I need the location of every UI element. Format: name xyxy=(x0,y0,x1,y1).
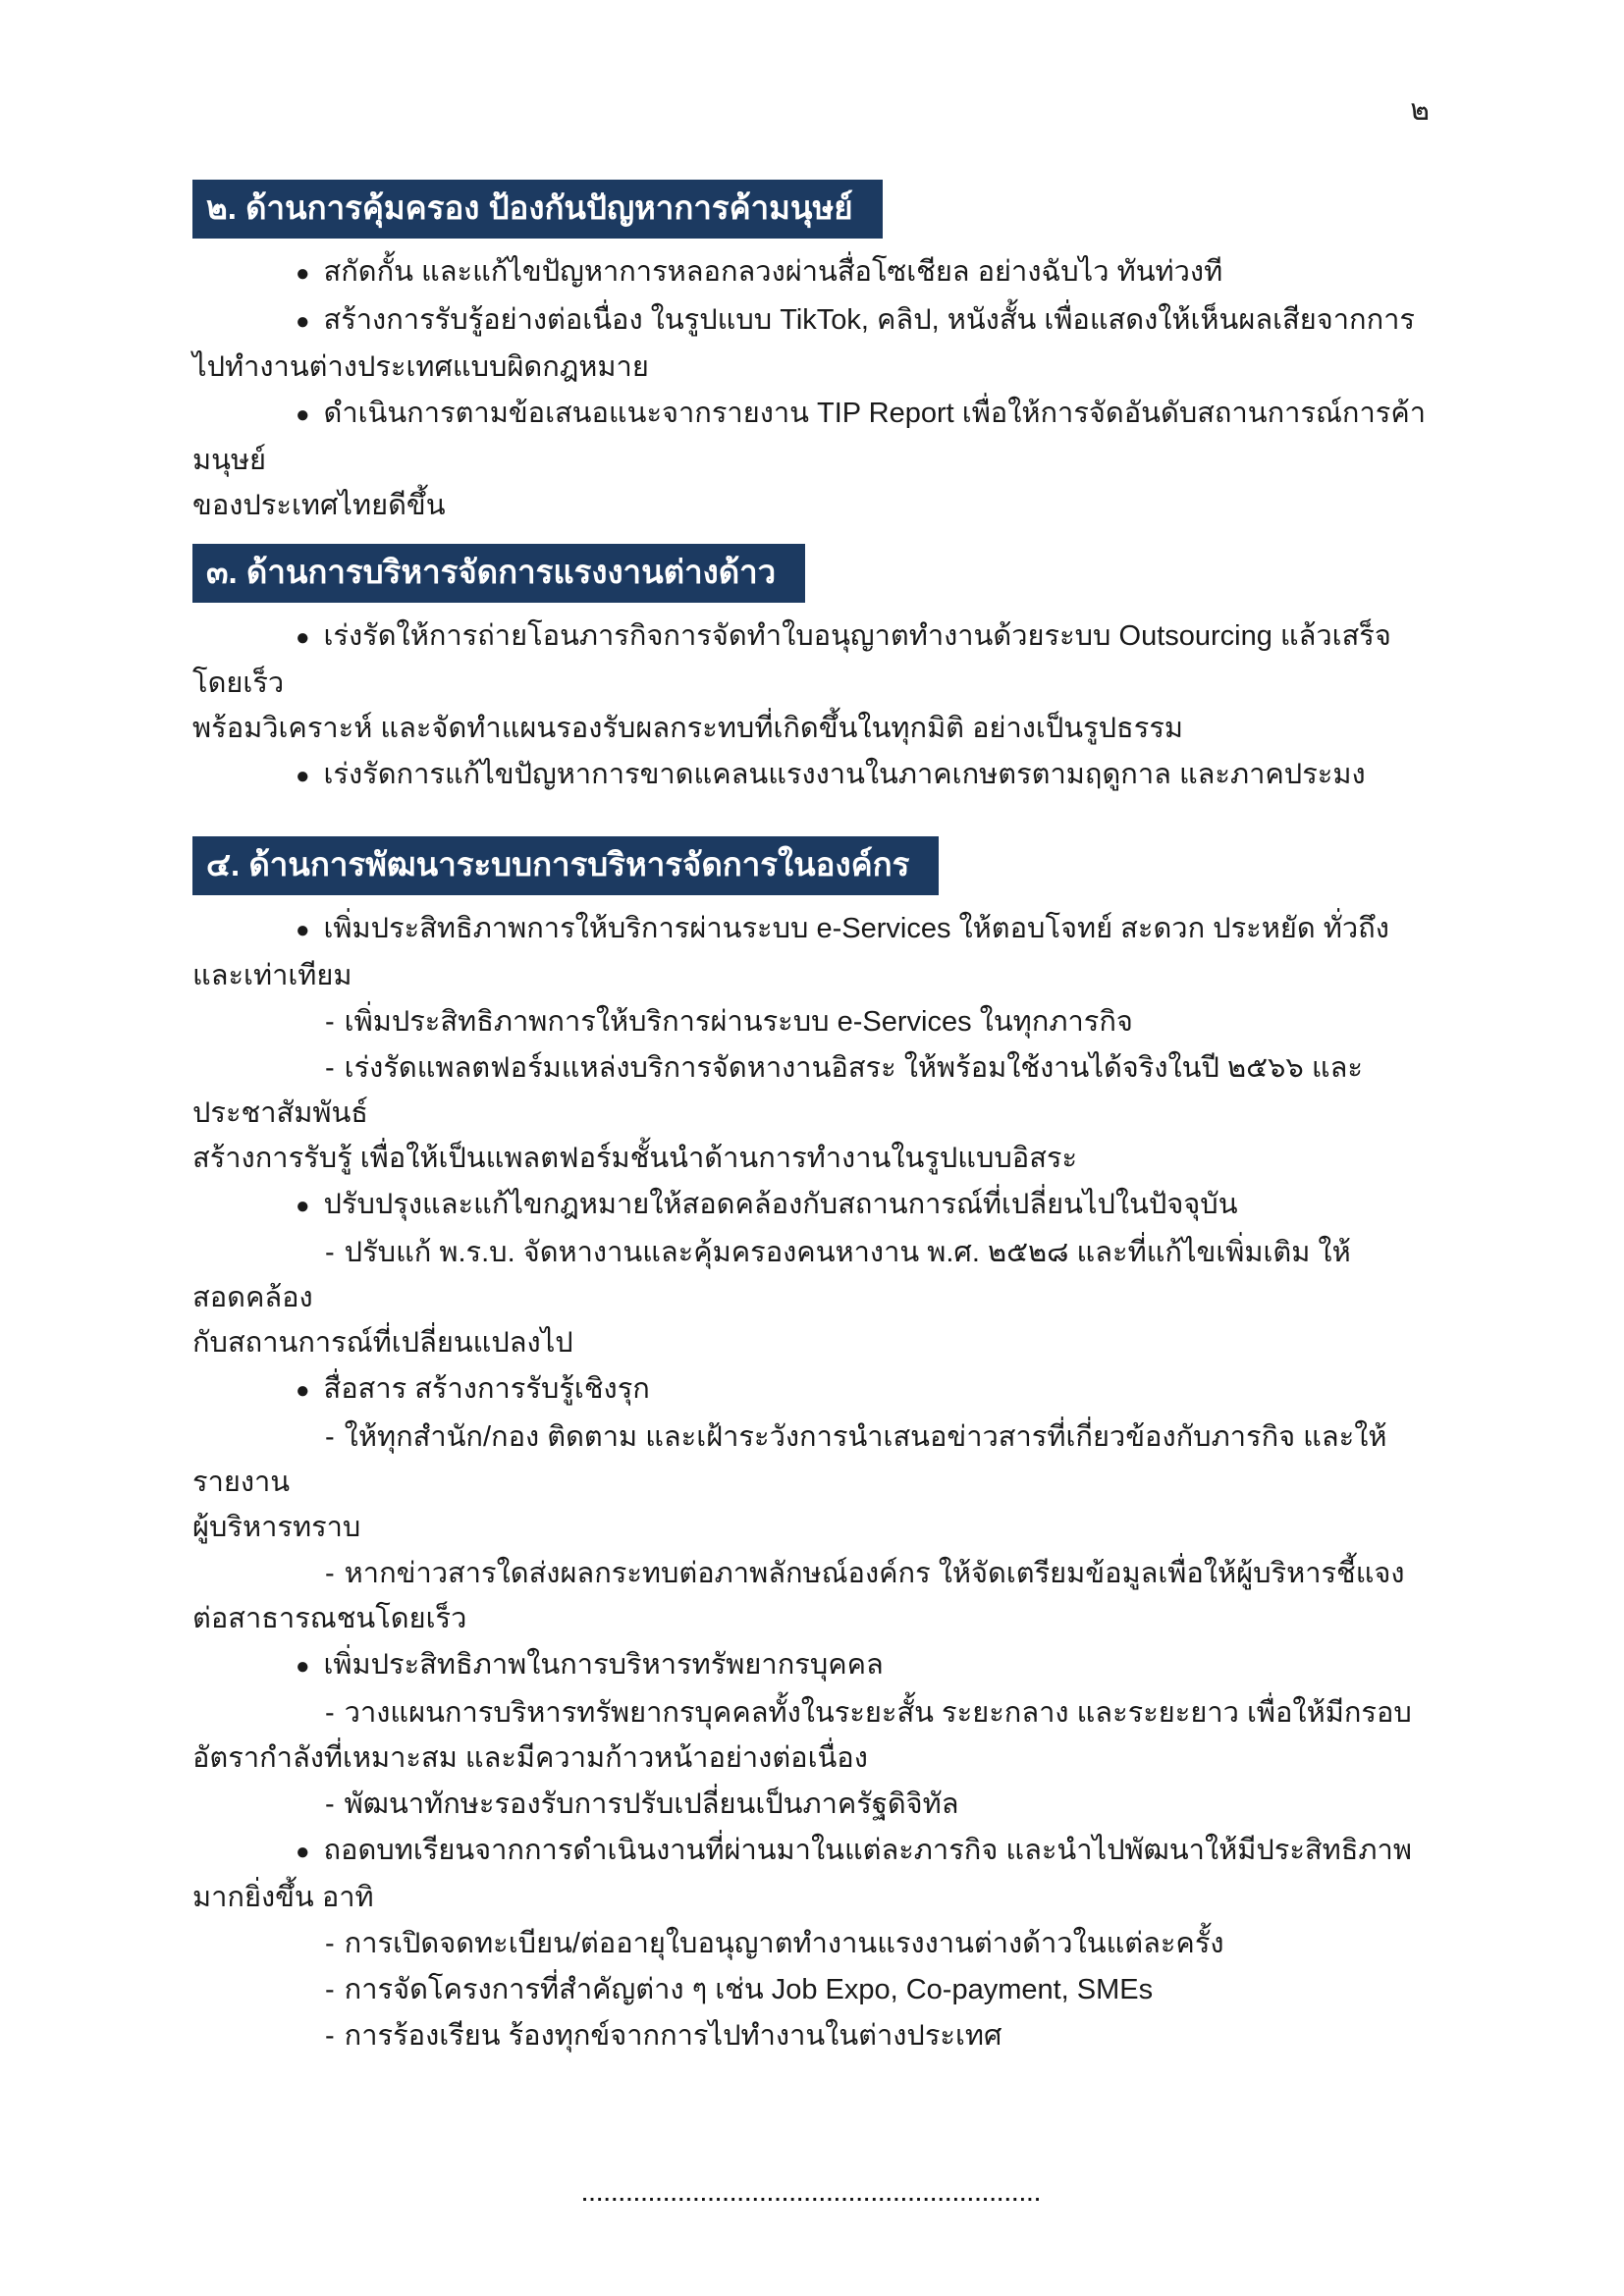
text-line: ไปทำงานต่างประเทศแบบผิดกฎหมาย xyxy=(192,351,649,383)
bullet-icon: ● xyxy=(296,260,310,287)
text-line: มากยิ่งขึ้น อาทิ xyxy=(192,1882,374,1913)
bullet-icon: ● xyxy=(296,1377,310,1404)
text-line: ปรับปรุงและแก้ไขกฎหมายให้สอดคล้องกับสถานการณ์ที่เปลี่ยนไปในปัจจุบัน xyxy=(323,1189,1238,1220)
sub-list-item xyxy=(192,1045,1441,1181)
list-item xyxy=(192,1182,1441,1229)
dash-icon: - xyxy=(325,2020,335,2052)
text-line: ปรับแก้ พ.ร.บ. จัดหางานและคุ้มครองคนหางาน พ.ศ. ๒๕๒๘ และที่แก้ไขเพิ่มเติม ให้สอดคล้อง xyxy=(192,1237,1351,1313)
sub-list-item xyxy=(192,1551,1441,1641)
list-item xyxy=(192,391,1441,528)
text-line: ดำเนินการตามข้อเสนอแนะจากรายงาน TIP Report เพื่อให้การจัดอันดับสถานการณ์การค้ามนุษย์ xyxy=(192,398,1427,476)
text-line: ผู้บริหารทราบ xyxy=(192,1512,361,1543)
sub-list-item xyxy=(192,2013,1441,2058)
text-line: ของประเทศไทยดีขึ้น xyxy=(192,490,446,521)
dash-icon: - xyxy=(325,1928,335,1959)
text-line: ต่อสาธารณชนโดยเร็ว xyxy=(192,1603,467,1634)
text-line: การร้องเรียน ร้องทุกข์จากการไปทำงานในต่างประเทศ xyxy=(344,2020,1002,2052)
text-line: ให้ทุกสำนัก/กอง ติดตาม และเฝ้าระวังการนำเสนอข่าวสารที่เกี่ยวข้องกับภารกิจ และให้รายงาน xyxy=(192,1421,1387,1498)
text-line: หากข่าวสารใดส่งผลกระทบต่อภาพลักษณ์องค์กร ให้จัดเตรียมข้อมูลเพื่อให้ผู้บริหารชี้แจง xyxy=(344,1558,1405,1589)
text-line: เพิ่มประสิทธิภาพในการบริหารทรัพยากรบุคคล xyxy=(323,1649,884,1681)
sub-list-item xyxy=(192,1690,1441,1781)
list-item xyxy=(192,1366,1441,1414)
text-line: เพิ่มประสิทธิภาพการให้บริการผ่านระบบ e-Services ให้ตอบโจทย์ สะดวก ประหยัด ทั่วถึง xyxy=(323,913,1389,944)
sub-list-item xyxy=(192,1921,1441,1966)
sub-list-item xyxy=(192,1782,1441,1827)
text-line: สกัดกั้น และแก้ไขปัญหาการหลอกลวงผ่านสื่อโซเชียล อย่างฉับไว ทันท่วงที xyxy=(323,256,1223,288)
list-item xyxy=(192,249,1441,296)
list-item xyxy=(192,614,1441,751)
section-header: ๔. ด้านการพัฒนาระบบการบริหารจัดการในองค์กร xyxy=(192,836,939,895)
dash-icon: - xyxy=(325,1006,335,1038)
text-line: และเท่าเทียม xyxy=(192,960,352,991)
sub-list-item xyxy=(192,1230,1441,1365)
text-line: สร้างการรับรู้อย่างต่อเนื่อง ในรูปแบบ TikTok, คลิป, หนังสั้น เพื่อแสดงให้เห็นผลเสียจากการ xyxy=(323,304,1415,336)
text-line: เร่งรัดแพลตฟอร์มแหล่งบริการจัดหางานอิสระ ให้พร้อมใช้งานได้จริงในปี ๒๕๖๖ และประชาสัมพันธ์ xyxy=(192,1052,1363,1129)
bullet-icon: ● xyxy=(296,763,310,789)
page-number: ๒ xyxy=(1410,94,1430,127)
dash-icon: - xyxy=(325,1789,335,1820)
sub-list-item xyxy=(192,999,1441,1044)
text-line: พัฒนาทักษะรองรับการปรับเปลี่ยนเป็นภาครัฐดิจิทัล xyxy=(344,1789,959,1820)
bullet-icon: ● xyxy=(296,917,310,943)
text-line: สร้างการรับรู้ เพื่อให้เป็นแพลตฟอร์มชั้นนำด้านการทำงานในรูปแบบอิสระ xyxy=(192,1143,1078,1174)
text-line: วางแผนการบริหารทรัพยากรบุคคลทั้งในระยะสั้น ระยะกลาง และระยะยาว เพื่อให้มีกรอบ xyxy=(344,1697,1412,1729)
bullet-icon: ● xyxy=(296,1653,310,1680)
text-line: เร่งรัดการแก้ไขปัญหาการขาดแคลนแรงงานในภาคเกษตรตามฤดูกาล และภาคประมง xyxy=(323,759,1366,790)
list-item xyxy=(192,906,1441,998)
list-item xyxy=(192,1828,1441,1920)
text-line: อัตรากำลังที่เหมาะสม และมีความก้าวหน้าอย่างต่อเนื่อง xyxy=(192,1742,868,1774)
section-header: ๓. ด้านการบริหารจัดการแรงงานต่างด้าว xyxy=(192,544,805,603)
bullet-icon: ● xyxy=(296,401,310,428)
list-item xyxy=(192,297,1441,390)
section-header: ๒. ด้านการคุ้มครอง ป้องกันปัญหาการค้ามนุษย์ xyxy=(192,180,883,239)
text-line: สื่อสาร สร้างการรับรู้เชิงรุก xyxy=(323,1373,650,1405)
text-line: เพิ่มประสิทธิภาพการให้บริการผ่านระบบ e-Services ในทุกภารกิจ xyxy=(344,1006,1133,1038)
dash-icon: - xyxy=(325,1697,335,1729)
text-line: เร่งรัดให้การถ่ายโอนภารกิจการจัดทำใบอนุญาตทำงานด้วยระบบ Outsourcing แล้วเสร็จโดยเร็ว xyxy=(192,620,1391,699)
dash-icon: - xyxy=(325,1237,335,1268)
bullet-icon: ● xyxy=(296,308,310,335)
section xyxy=(192,180,1441,528)
list-item xyxy=(192,752,1441,799)
sub-list-item xyxy=(192,1415,1441,1550)
dash-icon: - xyxy=(325,1052,335,1084)
bullet-icon: ● xyxy=(296,1839,310,1865)
bullet-icon: ● xyxy=(296,1193,310,1219)
bullet-icon: ● xyxy=(296,624,310,651)
list-item xyxy=(192,1642,1441,1689)
text-line: การจัดโครงการที่สำคัญต่าง ๆ เช่น Job Expo, Co-payment, SMEs xyxy=(344,1974,1154,2005)
text-line: กับสถานการณ์ที่เปลี่ยนแปลงไป xyxy=(192,1327,573,1359)
dash-icon: - xyxy=(325,1558,335,1589)
text-line: การเปิดจดทะเบียน/ต่ออายุใบอนุญาตทำงานแรงงานต่างด้าวในแต่ละครั้ง xyxy=(344,1928,1224,1959)
end-divider: .............................................................. xyxy=(581,2184,1043,2206)
section xyxy=(192,544,1441,799)
text-line: พร้อมวิเคราะห์ และจัดทำแผนรองรับผลกระทบที่เกิดขึ้นในทุกมิติ อย่างเป็นรูปธรรม xyxy=(192,713,1184,744)
dash-icon: - xyxy=(325,1974,335,2005)
section xyxy=(192,836,1441,2058)
dash-icon: - xyxy=(325,1421,335,1453)
text-line: ถอดบทเรียนจากการดำเนินงานที่ผ่านมาในแต่ละภารกิจ และนำไปพัฒนาให้มีประสิทธิภาพ xyxy=(323,1835,1412,1866)
sub-list-item xyxy=(192,1967,1441,2012)
